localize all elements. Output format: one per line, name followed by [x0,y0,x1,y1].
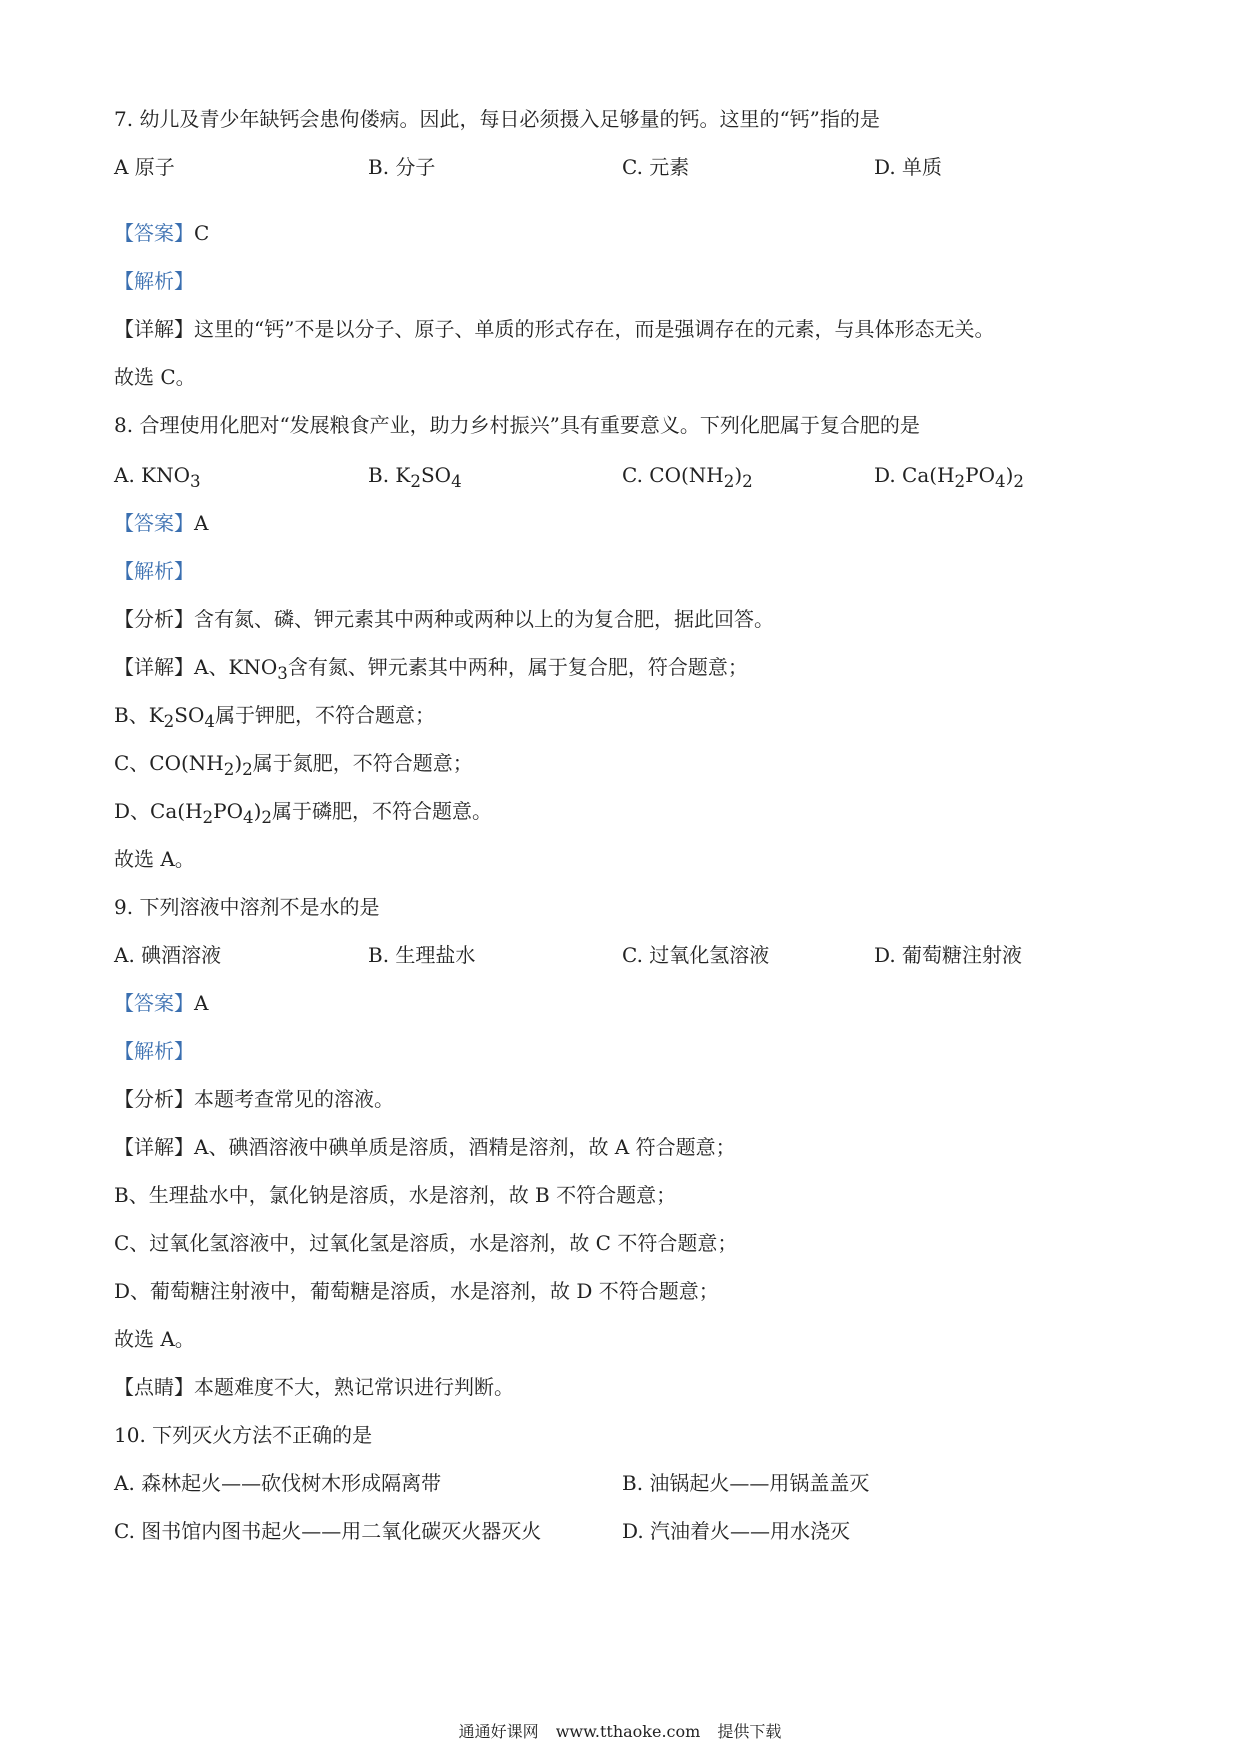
q9-option-d: D. 葡萄糖注射液 [874,943,1023,967]
q9-option-c: C. 过氧化氢溶液 [622,943,770,967]
q8-answer [114,508,1140,538]
formula-subscript: 2 [1013,472,1025,491]
detail-text: 这里的“钙”不是以分子、原子、单质的形式存在，而是强调存在的元素，与具体形态无关。 [194,317,995,341]
formula-part: ) [253,799,262,823]
q7-conclusion: 故选 C。 [114,365,196,389]
q7-answer [114,218,1140,248]
answer-tag: 【答案】 [114,221,194,245]
formula-subscript: 2 [410,472,421,491]
q9-stem: 9. 下列溶液中溶剂不是水的是 [114,895,380,919]
q7-stem: 7. 幼儿及青少年缺钙会患佝偻病。因此，每日必须摄入足够量的钙。这里的“钙”指的是 [114,107,880,131]
formula-subscript: 4 [451,472,462,491]
answer-value: A [194,991,209,1015]
formula-subscript: 2 [723,472,735,491]
formula-part: D. Ca(H [874,463,955,487]
q9-analysis [114,1036,1140,1066]
formula-part: C. CO(NH [622,463,724,487]
q8-analyze [114,604,1140,634]
q8-option-a [114,460,201,497]
analyze-text: 含有氮、磷、钾元素其中两种或两种以上的为复合肥，据此回答。 [194,607,774,631]
formula-part: C、CO(NH [114,751,224,775]
q7-detail [114,314,1140,344]
formula-subscript: 2 [163,712,175,731]
analysis-tag: 【解析】 [114,1039,194,1063]
analysis-tag: 【解析】 [114,269,194,293]
formula-part: ) [1005,463,1014,487]
formula-part: SO [174,703,205,727]
q9-analyze [114,1084,1140,1114]
q10-option-c: C. 图书馆内图书起火——用二氧化碳灭火器灭火 [114,1519,542,1543]
detail-text: 属于钾肥，不符合题意； [214,703,435,727]
analyze-tag: 【分析】 [114,607,194,631]
q8-option-d [874,460,1024,497]
q9-detail-c: C、过氧化氢溶液中，过氧化氢是溶质，水是溶剂，故 C 不符合题意； [114,1231,738,1255]
formula-subscript: 3 [190,472,201,491]
formula-subscript: 2 [202,808,214,827]
formula-subscript: 4 [994,472,1006,491]
analyze-text: 本题考查常见的溶液。 [194,1087,394,1111]
formula-subscript: 3 [277,664,288,683]
q8-detail-b [114,700,1140,737]
q7-analysis [114,266,1140,296]
q8-detail-a [114,652,1140,689]
q9-option-b: B. 生理盐水 [368,943,476,967]
formula-subscript: 4 [204,712,215,731]
comment-text: 本题难度不大，熟记常识进行判断。 [194,1375,514,1399]
q9-detail-d: D、葡萄糖注射液中，葡萄糖是溶质，水是溶剂，故 D 不符合题意； [114,1279,719,1303]
q10-option-b: B. 油锅起火——用锅盖盖灭 [622,1471,870,1495]
detail-text: 属于氮肥，不符合题意； [252,751,473,775]
q9-answer [114,988,1140,1018]
answer-tag: 【答案】 [114,991,194,1015]
answer-value: A [194,511,209,535]
formula-part: A. KNO [114,463,190,487]
formula-subscript: 4 [242,808,254,827]
q9-option-a: A. 碘酒溶液 [114,943,222,967]
comment-tag: 【点睛】 [114,1375,194,1399]
q9-conclusion: 故选 A。 [114,1327,195,1351]
q7-option-c: C. 元素 [622,155,690,179]
formula-part: PO [965,463,995,487]
q9-detail-b: B、生理盐水中，氯化钠是溶质，水是溶剂，故 B 不符合题意； [114,1183,677,1207]
answer-value: C [194,221,210,245]
formula-part: PO [213,799,243,823]
q8-conclusion: 故选 A。 [114,847,195,871]
answer-tag: 【答案】 [114,511,194,535]
detail-text: A、碘酒溶液中碘单质是溶质，酒精是溶剂，故 A 符合题意； [194,1135,736,1159]
detail-tag: 【详解】 [114,317,194,341]
formula-part: SO [420,463,452,487]
footer-note: 提供下载 [717,1722,782,1741]
formula-subscript: 2 [742,472,753,491]
q10-stem: 10. 下列灭火方法不正确的是 [114,1423,373,1447]
q9-comment [114,1372,1140,1402]
q8-option-b [368,460,462,497]
footer-url[interactable]: www.tthaoke.com [555,1722,701,1741]
formula-part: D、Ca(H [114,799,203,823]
formula-subscript: 2 [954,472,966,491]
page-footer [0,1720,1240,1744]
detail-tag: 【详解】 [114,1135,194,1159]
formula-subscript: 2 [242,760,253,779]
q10-option-a: A. 森林起火——砍伐树木形成隔离带 [114,1471,442,1495]
formula-part: B、K [114,703,164,727]
formula-part: ) [734,463,743,487]
detail-text: 含有氮、钾元素其中两种，属于复合肥，符合题意； [287,655,748,679]
q10-option-d: D. 汽油着火——用水浇灭 [622,1519,851,1543]
q7-option-a: A 原子 [114,155,175,179]
formula-subscript: 2 [261,808,273,827]
q8-detail-d [114,796,1140,833]
analyze-tag: 【分析】 [114,1087,194,1111]
formula-part: B. K [368,463,411,487]
q8-option-c [622,460,753,497]
q7-option-b: B. 分子 [368,155,436,179]
analysis-tag: 【解析】 [114,559,194,583]
footer-site-name: 通通好课网 [458,1722,539,1741]
q9-detail-a [114,1132,1140,1162]
q8-stem: 8. 合理使用化肥对“发展粮食产业，助力乡村振兴”具有重要意义。下列化肥属于复合肥的是 [114,413,920,437]
q8-detail-c [114,748,1140,785]
detail-text: 属于磷肥，不符合题意。 [272,799,493,823]
formula-part: ) [234,751,243,775]
formula-subscript: 2 [223,760,235,779]
formula-part: A、KNO [194,655,278,679]
detail-tag: 【详解】 [114,655,194,679]
q8-analysis [114,556,1140,586]
q7-option-d: D. 单质 [874,155,943,179]
